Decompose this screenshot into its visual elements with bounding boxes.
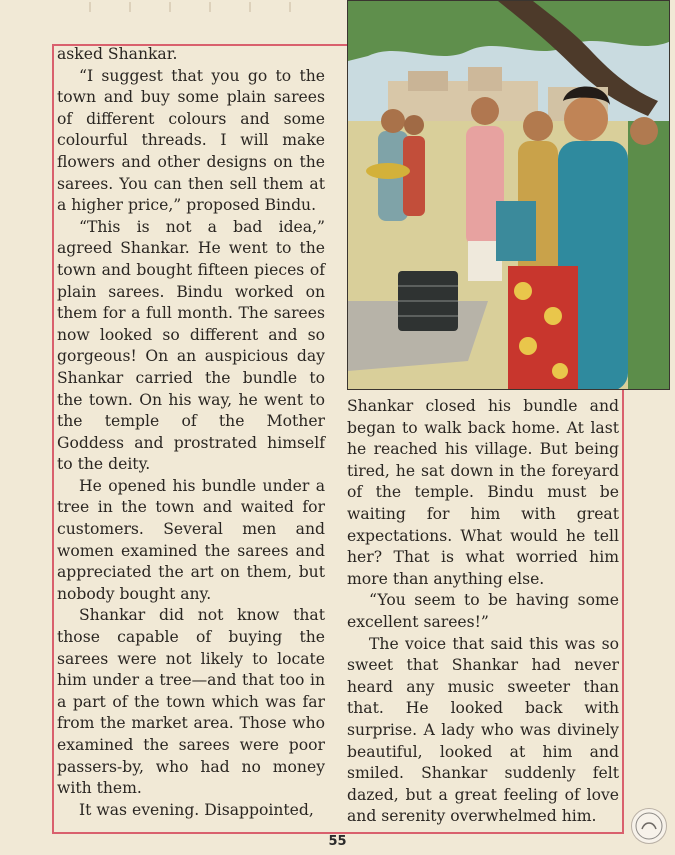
paragraph: asked Shankar. <box>57 45 178 63</box>
paragraph: The voice that said this was so sweet that Shankar had never heard any music sweeter than that. He looked back with surprise. A lady who was divinely beautiful, looked at him and smiled. Shankar suddenly felt dazed, but a great feeling of love and serenity overwhelmed him. <box>347 634 619 826</box>
paragraph: He opened his bundle under a tree in the town and waited for customers. Several men and women examined the sarees and appreciated the art on them, but nobody bought any. <box>57 476 325 603</box>
paragraph: It was evening. Disappointed, <box>79 800 314 819</box>
illustration-scene <box>348 1 670 390</box>
right-text-column <box>347 396 619 828</box>
left-text-column <box>57 44 325 821</box>
ruler-ticks <box>20 0 350 14</box>
paragraph: Shankar did not know that those capable of buying the sarees were not likely to locate him under a tree—and that too in a part of the town which was far from the market area. Those who examined the sarees were poor passers-by, who had no money with them. <box>57 606 325 798</box>
paragraph: Shankar closed his bundle and began to walk back home. At last he reached his village. But being tired, he sat down in the foreyard of the temple. Bindu must be waiting for him with great expectations. What would he tell her? That is what worried him more than anything else. <box>347 397 619 588</box>
paragraph: “This is not a bad idea,” agreed Shankar. He went to the town and bought fifteen pieces of plain sarees. Bindu worked on them for a full month. The sarees now looked so different and so gorgeous! On an auspicious day Shankar carried the bundle to the town. On his way, he went to the temple of the Mother Goddess and prostrated himself to the deity. <box>57 217 325 474</box>
corner-stamp-icon <box>631 808 667 844</box>
paragraph: “I suggest that you go to the town and buy some plain sarees of different colours and some colourful threads. I will make flowers and other designs on the sarees. You can then sell them at a higher price,” proposed Bindu. <box>57 66 325 215</box>
right-margin-line <box>622 390 624 834</box>
left-margin-line <box>52 44 54 834</box>
paragraph: “You seem to be having some excellent sarees!” <box>347 591 619 631</box>
story-illustration <box>347 0 670 390</box>
page-number: 55 <box>328 834 347 849</box>
